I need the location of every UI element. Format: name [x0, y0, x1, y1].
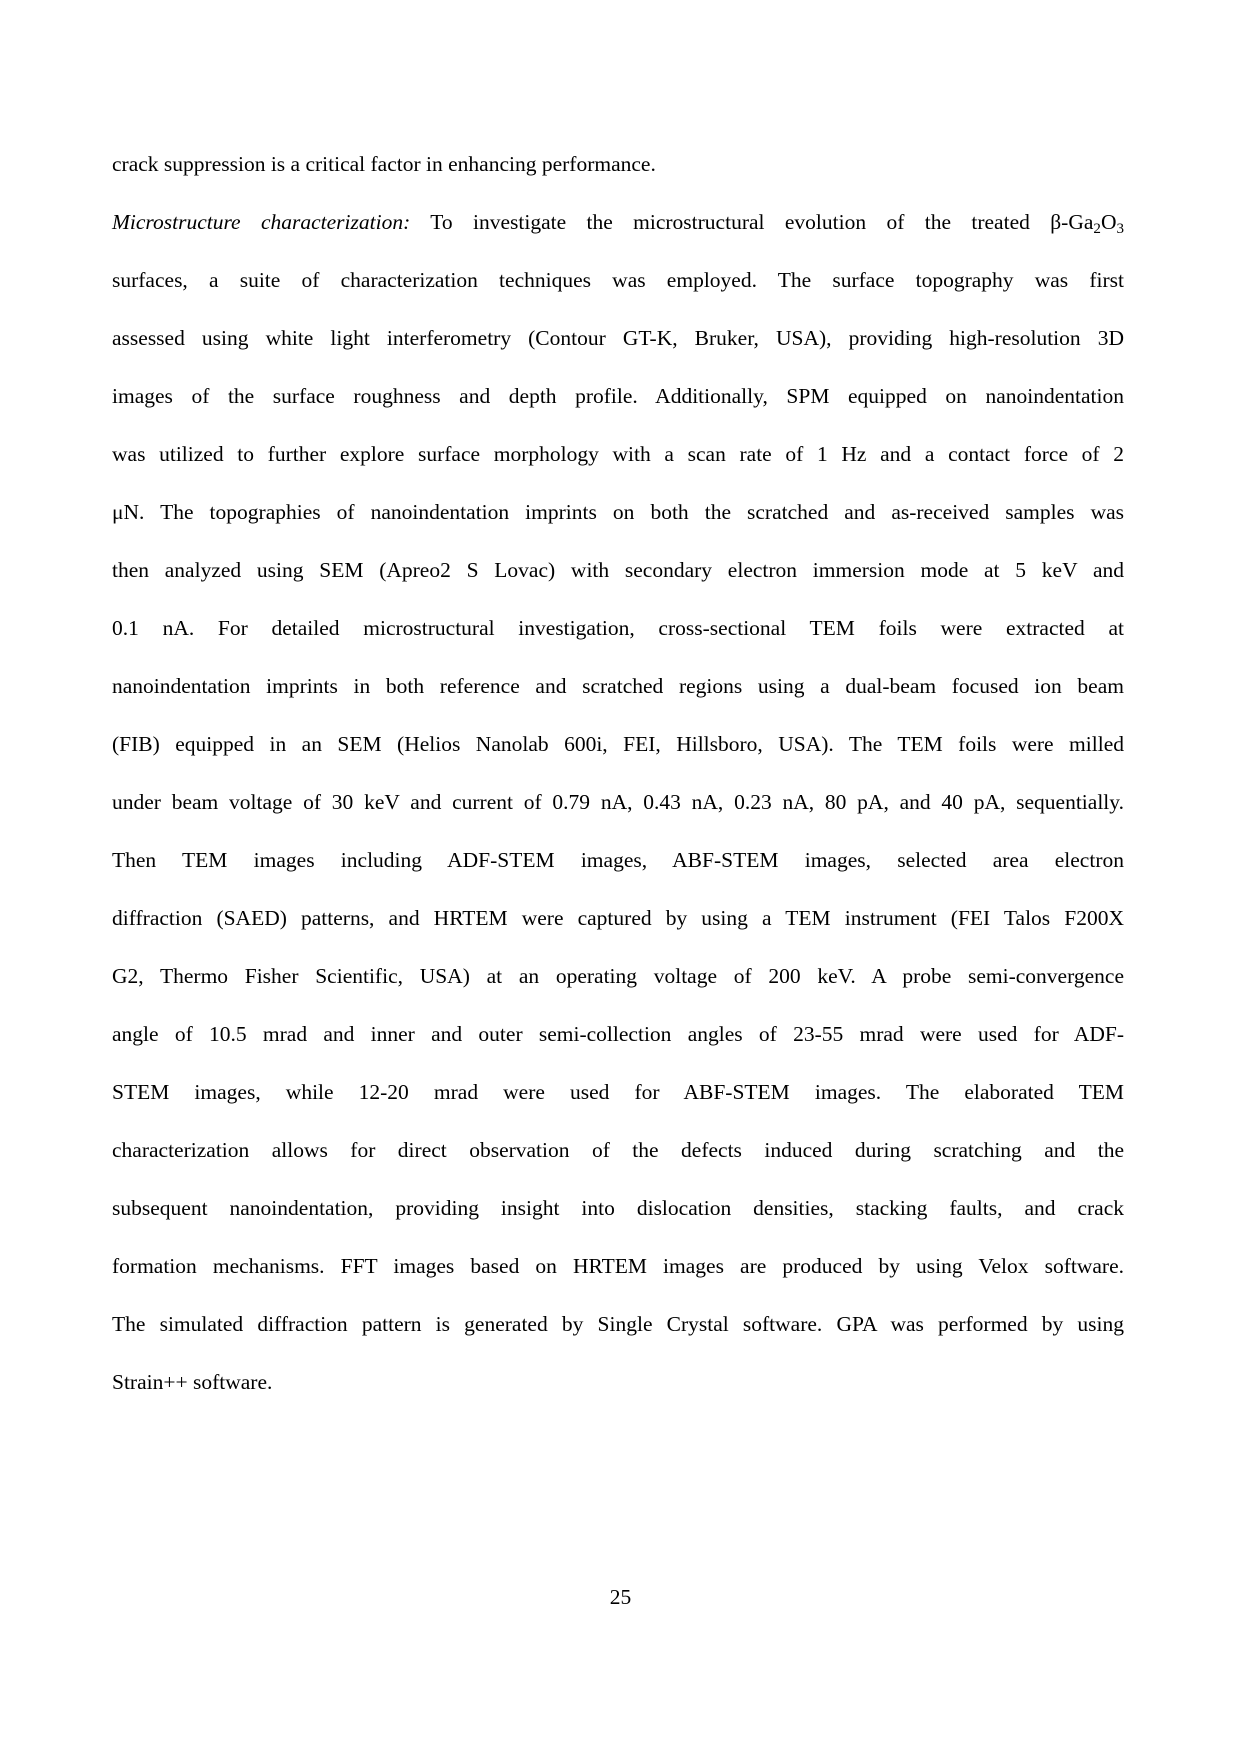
text-line: Strain++ software. — [112, 1370, 273, 1394]
text-line: STEM images, while 12-20 mrad were used for ABF-STEM images. The elaborated TEM — [112, 1080, 1124, 1104]
text-line: characterization allows for direct observation of the defects induced during scratching and the — [112, 1138, 1124, 1162]
text-line: 0.1 nA. For detailed microstructural investigation, cross-sectional TEM foils were extracted at — [112, 616, 1124, 640]
text-line: images of the surface roughness and depth profile. Additionally, SPM equipped on nanoindentation — [112, 384, 1124, 408]
text-line: was utilized to further explore surface morphology with a scan rate of 1 Hz and a contact force of 2 — [112, 442, 1124, 466]
section-heading: Microstructure characterization: — [112, 210, 411, 234]
text-line: (FIB) equipped in an SEM (Helios Nanolab 600i, FEI, Hillsboro, USA). The TEM foils were milled — [112, 732, 1124, 756]
text-span: To investigate the microstructural evolution of the treated β-Ga — [410, 210, 1094, 234]
text-line: The simulated diffraction pattern is generated by Single Crystal software. GPA was performed by using — [112, 1312, 1124, 1336]
text-line: Then TEM images including ADF-STEM images, ABF-STEM images, selected area electron — [112, 848, 1124, 872]
text-line: surfaces, a suite of characterization techniques was employed. The surface topography was first — [112, 268, 1124, 292]
text-span: O — [1100, 210, 1117, 234]
page-number: 25 — [609, 1585, 632, 1609]
section-lead-line — [112, 207, 1124, 237]
subscript: 3 — [1116, 220, 1124, 237]
subscript: 2 — [1093, 220, 1101, 237]
text-line: nanoindentation imprints in both reference and scratched regions using a dual-beam focused ion beam — [112, 674, 1124, 698]
text-line: formation mechanisms. FFT images based on HRTEM images are produced by using Velox software. — [112, 1254, 1124, 1278]
text-line: angle of 10.5 mrad and inner and outer semi-collection angles of 23-55 mrad were used for ADF- — [112, 1022, 1124, 1046]
text-line: diffraction (SAED) patterns, and HRTEM were captured by using a TEM instrument (FEI Talos F200X — [112, 906, 1124, 930]
text-line: subsequent nanoindentation, providing insight into dislocation densities, stacking faults, and crack — [112, 1196, 1124, 1220]
text-line: crack suppression is a critical factor in enhancing performance. — [112, 152, 656, 176]
text-line: assessed using white light interferometry (Contour GT-K, Bruker, USA), providing high-resolution 3D — [112, 326, 1124, 350]
text-line: then analyzed using SEM (Apreo2 S Lovac) with secondary electron immersion mode at 5 keV and — [112, 558, 1124, 582]
text-line: G2, Thermo Fisher Scientific, USA) at an operating voltage of 200 keV. A probe semi-convergence — [112, 964, 1124, 988]
text-line: μN. The topographies of nanoindentation imprints on both the scratched and as-received samples was — [112, 500, 1124, 524]
text-line: under beam voltage of 30 keV and current of 0.79 nA, 0.43 nA, 0.23 nA, 80 pA, and 40 pA, sequentially. — [112, 790, 1124, 814]
